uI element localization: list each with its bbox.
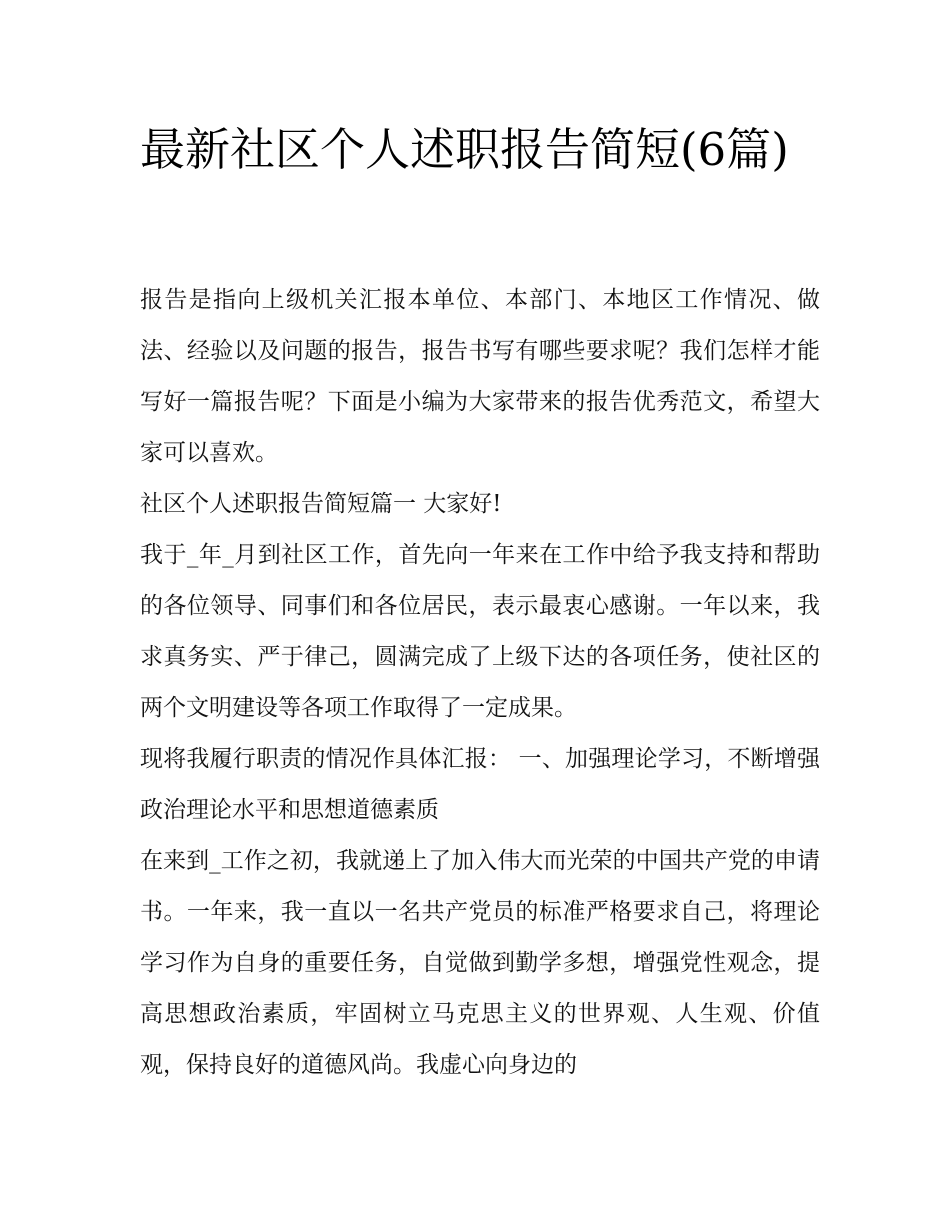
section-heading: 社区个人述职报告简短篇一 大家好! — [140, 491, 502, 517]
document-body — [140, 275, 820, 1091]
body-paragraph: 在来到_工作之初，我就递上了加入伟大而光荣的中国共产党的申请书。一年来，我一直以一名共产党员的标准严格要求自己，将理论学习作为自身的重要任务，自觉做到勤学多想，增强党性观念，提高思想政治素质，牢固树立马克思主义的世界观、人生观、价值观，保持良好的道德风尚。我虚心向身边的 — [140, 848, 820, 1078]
intro-paragraph: 报告是指向上级机关汇报本单位、本部门、本地区工作情况、做法、经验以及问题的报告，报告书写有哪些要求呢？我们怎样才能写好一篇报告呢？下面是小编为大家带来的报告优秀范文，希望大家可以喜欢。 — [140, 287, 820, 466]
body-paragraph: 我于_年_月到社区工作，首先向一年来在工作中给予我支持和帮助的各位领导、同事们和各位居民，表示最衷心感谢。一年以来，我求真务实、严于律己，圆满完成了上级下达的各项任务，使社区的两个文明建设等各项工作取得了一定成果。 — [140, 542, 820, 721]
page-title: 最新社区个人述职报告简短(6篇) — [140, 123, 789, 176]
body-paragraph: 现将我履行职责的情况作具体汇报： 一、加强理论学习，不断增强政治理论水平和思想道德素质 — [140, 746, 820, 823]
